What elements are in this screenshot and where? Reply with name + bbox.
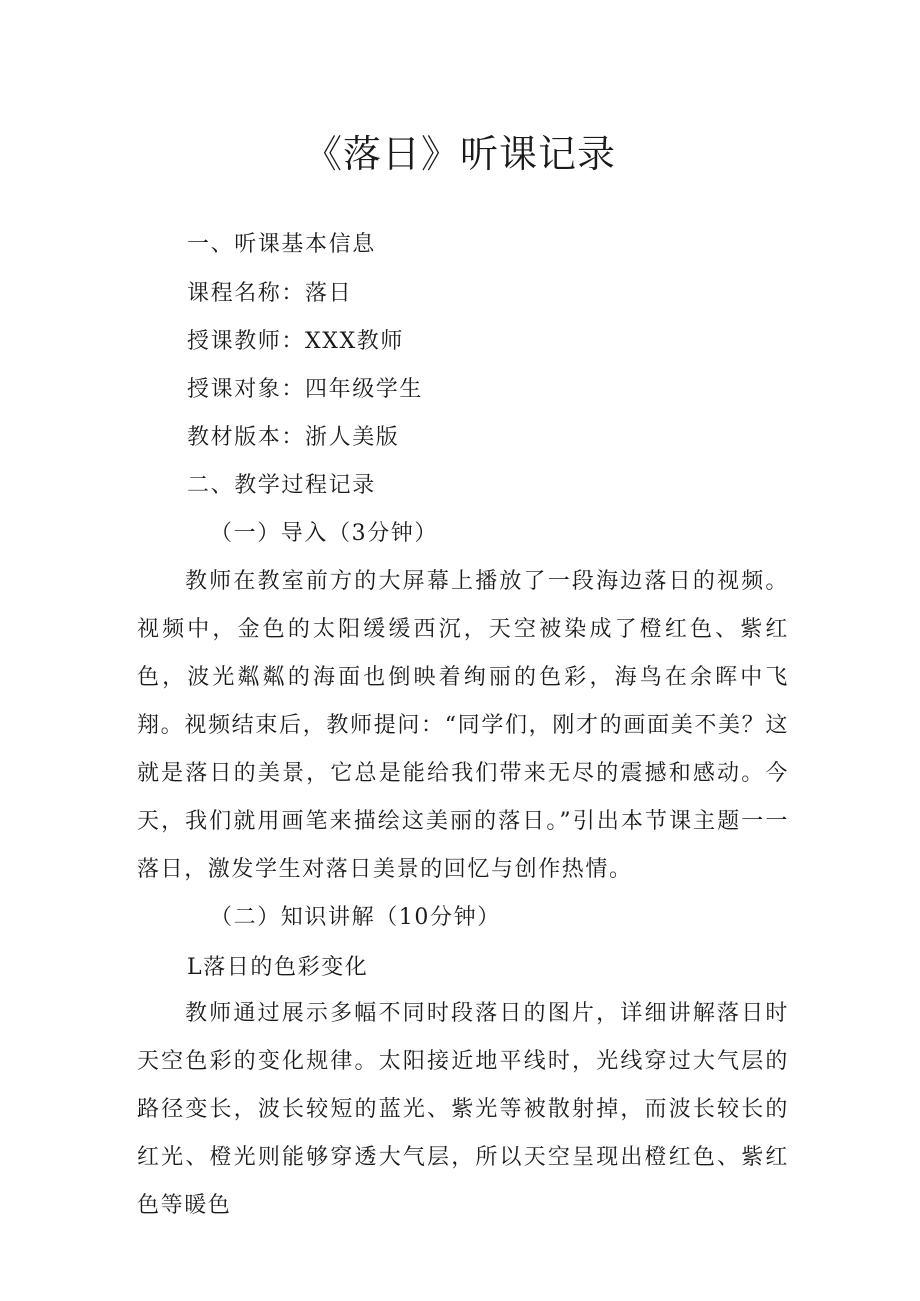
course-name-line: 课程名称：落日 <box>187 281 353 306</box>
intro-paragraph: 教师在教室前方的大屏幕上播放了一段海边落日的视频。视频中，金色的太阳缓缓西沉，天空被染成了橙红色、紫红色，波光粼粼的海面也倒映着绚丽的色彩，海鸟在余晖中飞翔。视频结束后，教师提问：“同学们，刚才的画面美不美？这就是落日的美景，它总是能给我们带来无尽的震撼和感动。今天，我们就用画笔来描绘这美丽的落日。”引出本节课主题一一落日，激发学生对落日美景的回忆与创作热情。 <box>137 569 789 882</box>
section-heading-basic-info: 一、听课基本信息 <box>187 232 376 257</box>
colors-paragraph: 教师通过展示多幅不同时段落日的图片，详细讲解落日时天空色彩的变化规律。太阳接近地平线时，光线穿过大气层的路径变长，波长较短的蓝光、紫光等被散射掉，而波长较长的红光、橙光则能够穿透大气层，所以天空呈现出橙红色、紫红色等暖色 <box>137 1001 789 1218</box>
section-heading-process: 二、教学过程记录 <box>187 473 376 498</box>
document-title: 《落日》听课记录 <box>303 132 616 176</box>
textbook-line: 教材版本：浙人美版 <box>187 425 400 450</box>
audience-line: 授课对象：四年级学生 <box>187 377 424 402</box>
point-heading-colors: L落日的色彩变化 <box>187 955 369 980</box>
teacher-line: 授课教师：XXX教师 <box>187 329 404 354</box>
subsection-heading-knowledge: （二）知识讲解（10分钟） <box>210 905 501 930</box>
subsection-heading-intro: （一）导入（3分钟） <box>210 521 438 546</box>
